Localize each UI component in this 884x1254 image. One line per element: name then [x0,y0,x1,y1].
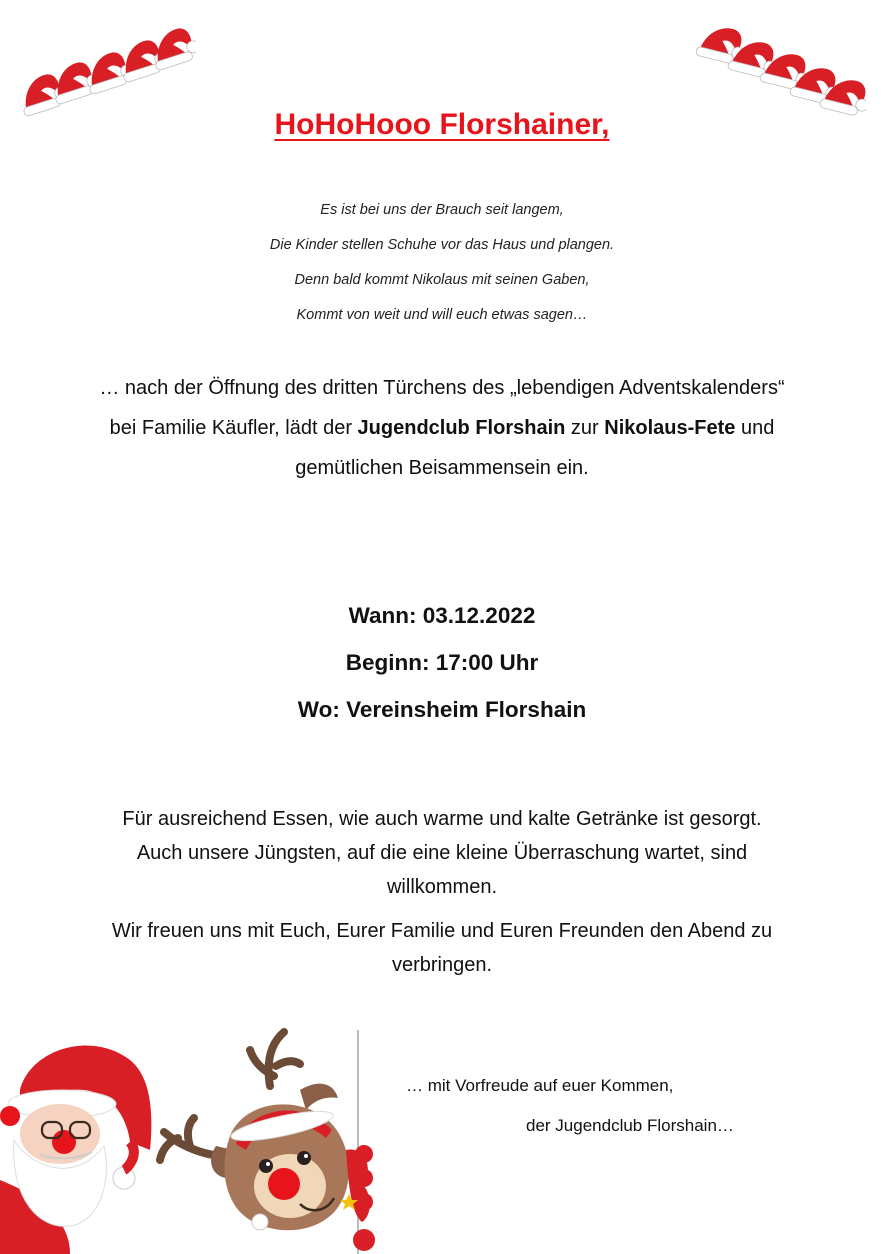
event-start: Beginn: 17:00 Uhr [345,650,539,675]
info-paragraph: Für ausreichend Essen, wie auch warme und kalte Getränke ist gesorgt. Auch unsere Jüngsten, auf die eine kleine Überraschung wartet, sind willkommen. [122,808,762,898]
poem-line: Kommt von weit und will euch etwas sagen… [296,307,588,323]
intro-text: zur [565,417,605,439]
poem [0,196,884,336]
page-title: HoHoHooo Florshainer, [274,108,610,141]
santa-hats-left [14,20,196,120]
santa-illustration [0,1030,160,1254]
signature-line: der Jugendclub Florshain… [526,1116,734,1135]
intro-text: … nach der Öffnung des dritten Türchens des „lebendigen Adventskalenders“ bei Familie Käufler, lädt der [99,377,785,439]
poem-line: Die Kinder stellen Schuhe vor das Haus und plangen. [269,237,615,253]
info-text [110,802,774,992]
event-date: Wann: 03.12.2022 [348,603,536,628]
event-name: Nikolaus-Fete [604,417,736,439]
closing [390,1066,790,1146]
reindeer-illustration [150,1026,380,1254]
santa-hats-right [696,12,866,116]
intro-text: und gemütlichen Beisammensein ein. [295,417,775,479]
intro-paragraph [96,368,788,488]
info-paragraph: Wir freuen uns mit Euch, Eurer Familie und Euren Freunden den Abend zu verbringen. [111,920,773,976]
poem-line: Es ist bei uns der Brauch seit langem, [320,202,564,218]
club-name: Jugendclub Florshain [357,417,566,439]
poem-line: Denn bald kommt Nikolaus mit seinen Gaben, [294,272,590,288]
closing-line: … mit Vorfreude auf euer Kommen, [406,1076,674,1095]
event-details [0,592,884,733]
event-location: Wo: Vereinsheim Florshain [297,697,587,722]
